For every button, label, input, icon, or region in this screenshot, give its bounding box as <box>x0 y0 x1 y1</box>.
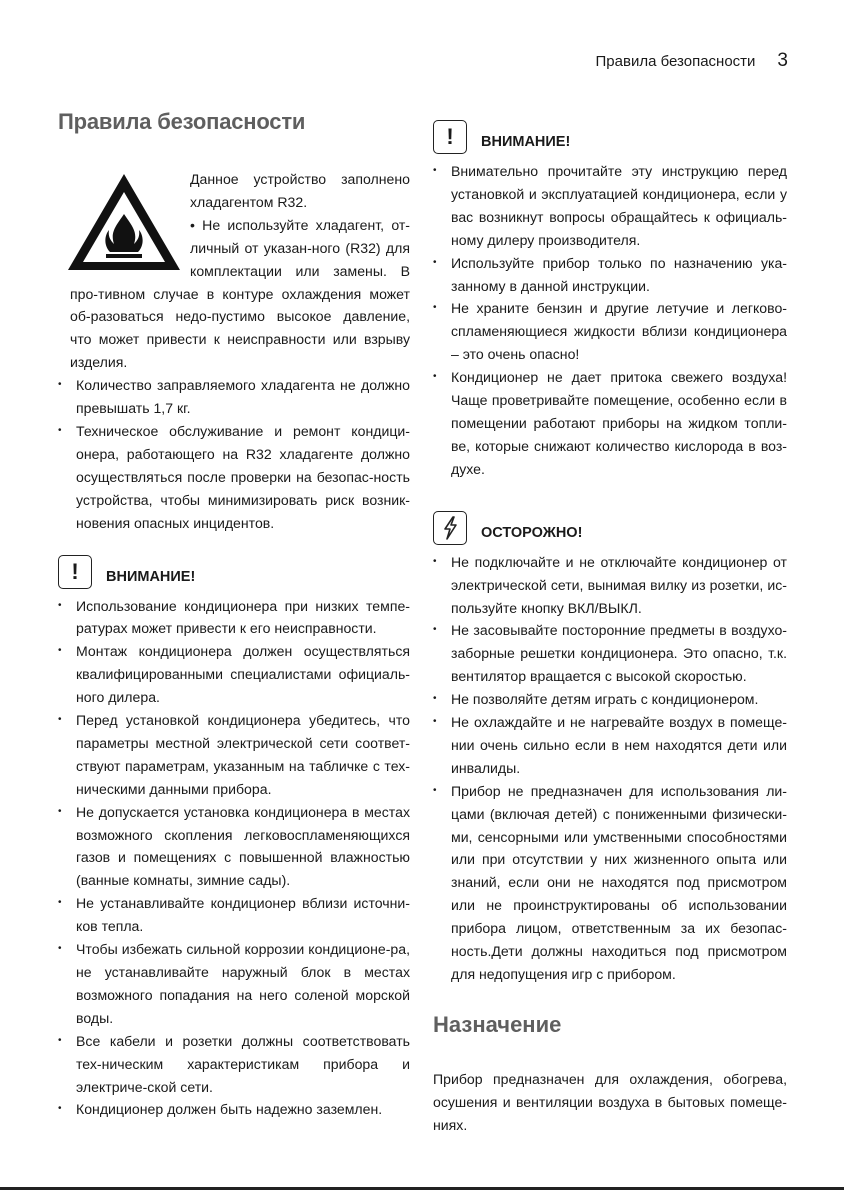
list-item: • Прибор не предназначен для использования ли-цами (включая детей) с пониженными физически-ми, сенсорными или умственными способностями или при отсутствии у них жизненного опыта или знаний, если они не находятся под присмотром или не проинструктированы об использовании прибора лицом, ответственным за их безопас-ность.Дети должны находиться под присмотром для недопущения игр с прибором. <box>433 780 787 986</box>
list-item: • Не засовывайте посторонние предметы в воздухо-заборные решетки кондиционера. Это опасно, т.к. вентилятор вращается с высокой скоростью. <box>433 619 787 688</box>
warning-label: ВНИМАНИЕ! <box>481 134 571 151</box>
list-item: • Не устанавливайте кондиционер вблизи источни-ков тепла. <box>58 892 410 938</box>
list-item: • Не позволяйте детям играть с кондиционером. <box>433 688 787 711</box>
list-item: • Использование кондиционера при низких темпе-ратурах может привести к его неисправности. <box>58 595 410 641</box>
list-item: • Техническое обслуживание и ремонт кондици-онера, работающего на R32 хладагенте должно осуществляться после проверки на безопас-ность устройства, чтобы минимизировать риск возник-новения опасных инцидентов. <box>58 420 410 535</box>
right-column <box>433 120 787 1137</box>
list-item: • Не подключайте и не отключайте кондиционер от электрической сети, вынимая вилку из розетки, ис-пользуйте кнопку ВКЛ/ВЫКЛ. <box>433 551 787 620</box>
caution-bullet-list <box>433 551 787 986</box>
r32-bullet-list <box>58 374 410 534</box>
warning-header <box>58 555 410 589</box>
purpose-title: Назначение <box>433 1011 562 1037</box>
electric-bolt-box-icon <box>433 511 467 545</box>
list-item: • Чтобы избежать сильной коррозии кондиционе-ра, не устанавливайте наружный блок в местах возможного попадания на него соленой морской воды. <box>58 938 410 1030</box>
page-title: Правила безопасности <box>58 109 306 134</box>
list-item: • Количество заправляемого хладагента не должно превышать 1,7 кг. <box>58 374 410 420</box>
left-column <box>58 168 410 1121</box>
warning-header <box>433 120 787 154</box>
list-item: • Монтаж кондиционера должен осуществляться квалифицированными специалистами официаль-ного дилера. <box>58 640 410 709</box>
exclamation-box-icon: ! <box>433 120 467 154</box>
warning-bullet-list <box>58 595 410 1122</box>
list-item: • Кондиционер должен быть надежно заземлен. <box>58 1098 410 1121</box>
intro-text-2: • Не используйте хладагент, от-личный от указан-ного (R32) для комплектации или замены. В про-тивном случае в контуре охлаждения может об-разоваться недо-пустимо высокое давление, что может привести к неисправности или взрыву изделия. <box>70 216 410 371</box>
list-item: • Не охлаждайте и не нагревайте воздух в помеще-нии очень сильно если в нем находятся дети или инвалиды. <box>433 711 787 780</box>
list-item: • Внимательно прочитайте эту инструкцию перед установкой и эксплуатацией кондиционера, если у вас возникнут вопросы обращайтесь к официаль-ному дилеру производителя. <box>433 160 787 252</box>
warning-label: ВНИМАНИЕ! <box>106 568 196 585</box>
flammable-triangle-icon <box>64 170 184 278</box>
caution-label: ОСТОРОЖНО! <box>481 524 583 541</box>
page-header <box>596 50 788 72</box>
list-item: • Кондиционер не дает притока свежего воздуха! Чаще проветривайте помещение, особенно если в помещении работают приборы на жидком топли-ве, которые снижают количество кислорода в воз-духе. <box>433 366 787 481</box>
header-section-title: Правила безопасности <box>595 53 756 70</box>
list-item: • Перед установкой кондиционера убедитесь, что параметры местной электрической сети соответ-ствуют параметрам, указанным на табличке с тех-ническими данными прибора. <box>58 709 410 801</box>
list-item: • Не допускается установка кондиционера в местах возможного скопления легковоспламеняющихся газов и помещениях с повышенной влажностью (ванные комнаты, зимние сады). <box>58 801 410 893</box>
intro-text-1: Данное устройство заполнено хладагентом R32. <box>190 171 410 210</box>
caution-header <box>433 511 787 545</box>
list-item: • Не храните бензин и другие летучие и легково-спламеняющиеся жидкости вблизи кондиционера – это очень опасно! <box>433 297 787 366</box>
warning-bullet-list <box>433 160 787 481</box>
list-item: • Используйте прибор только по назначению ука-занному в данной инструкции. <box>433 252 787 298</box>
exclamation-box-icon: ! <box>58 555 92 589</box>
list-item: • Все кабели и розетки должны соответствовать тех-ническим характеристикам прибора и электриче-ской сети. <box>58 1030 410 1099</box>
intro-block <box>58 168 410 374</box>
purpose-text: Прибор предназначен для охлаждения, обогрева, осушения и вентиляции воздуха в бытовых помеще-ниях. <box>433 1070 787 1133</box>
page-number: 3 <box>777 50 788 71</box>
